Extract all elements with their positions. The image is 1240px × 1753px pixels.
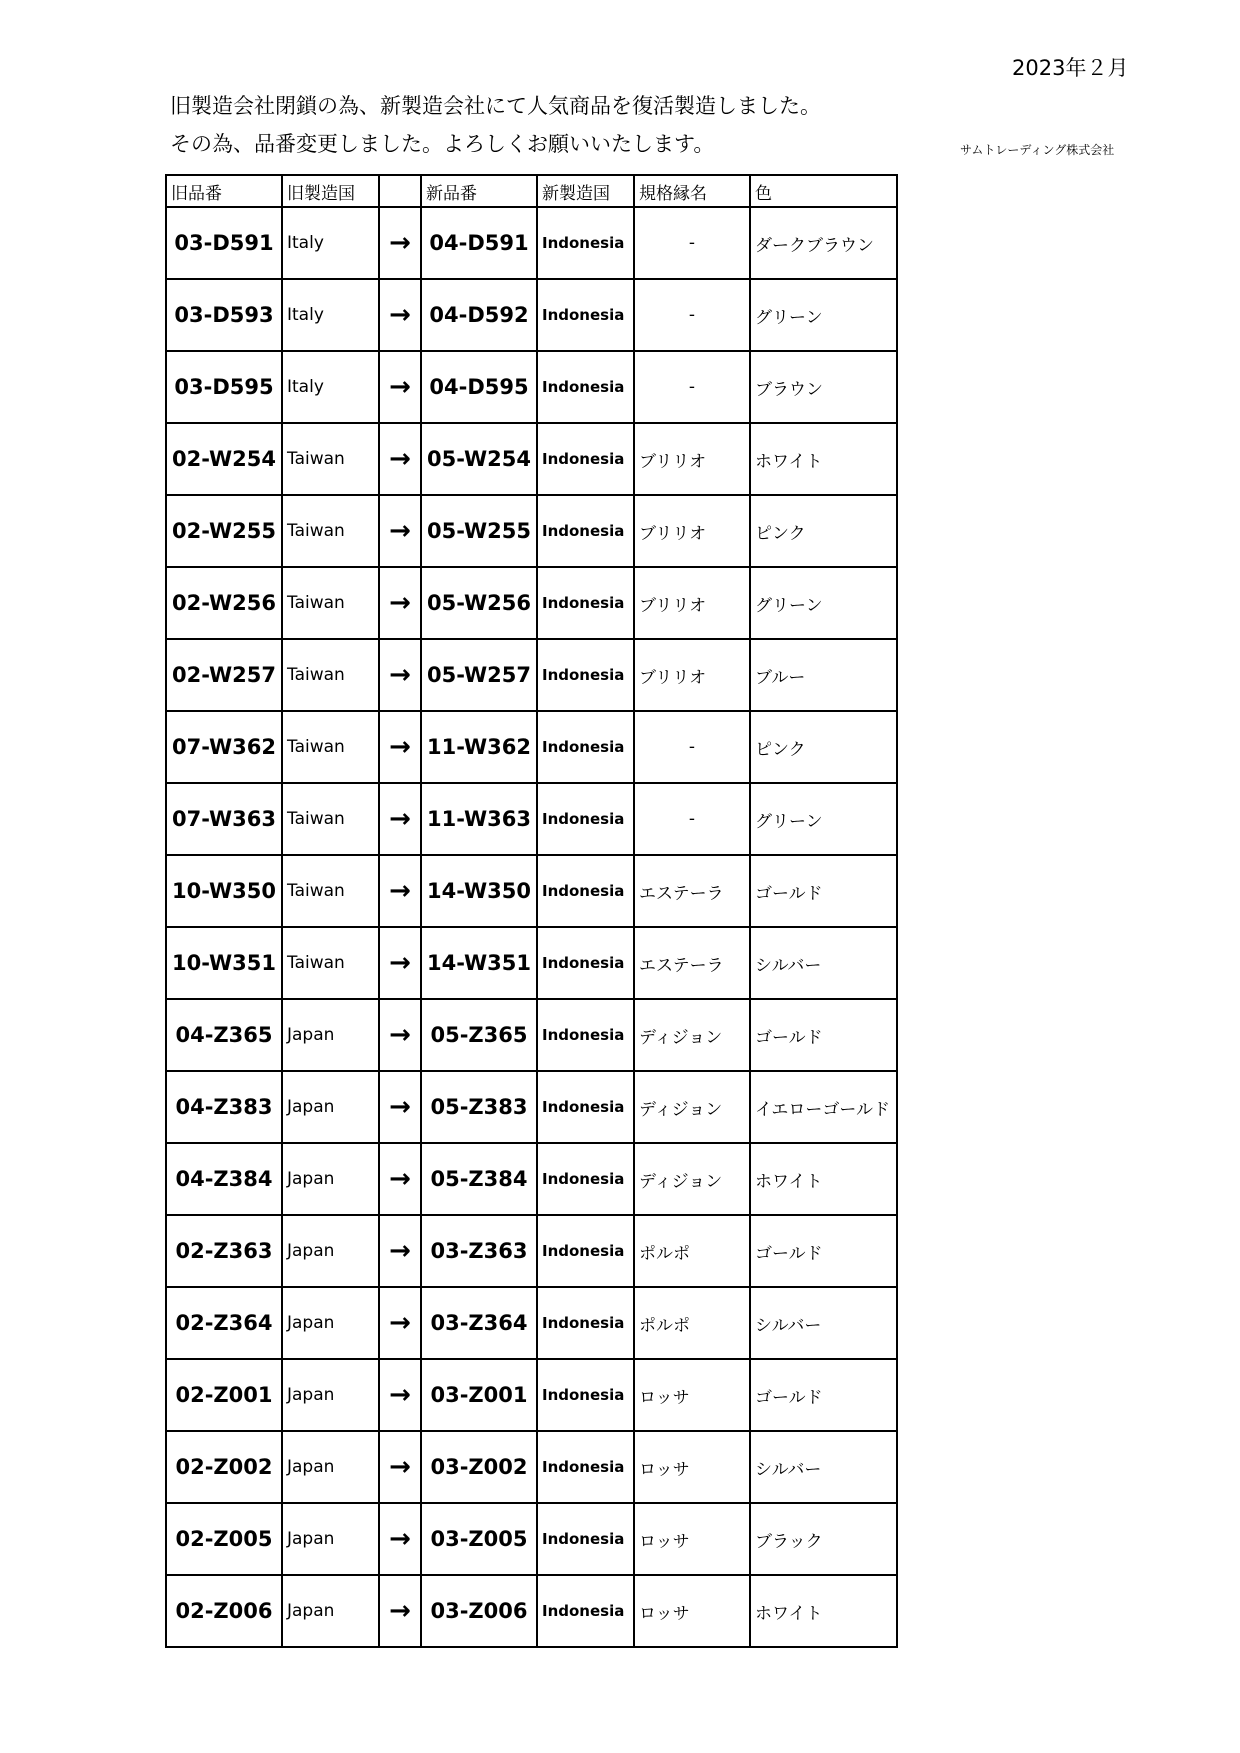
arrow-cell: → [379, 855, 421, 927]
new-country-cell: Indonesia [537, 1431, 634, 1503]
spec-cell: ディジョン [634, 999, 750, 1071]
spec-cell: ブリリオ [634, 567, 750, 639]
table-row [166, 1143, 897, 1215]
new-code-cell: 03-Z005 [421, 1503, 537, 1575]
old-country-cell: Japan [282, 1143, 379, 1215]
old-country-cell: Taiwan [282, 927, 379, 999]
new-country-cell: Indonesia [537, 1503, 634, 1575]
arrow-cell: → [379, 999, 421, 1071]
old-code-cell: 02-W257 [166, 639, 282, 711]
new-country-cell: Indonesia [537, 927, 634, 999]
new-country-cell: Indonesia [537, 1575, 634, 1647]
color-cell: ゴールド [750, 999, 897, 1071]
new-code-cell: 03-Z363 [421, 1215, 537, 1287]
arrow-cell: → [379, 783, 421, 855]
new-country-cell: Indonesia [537, 351, 634, 423]
old-code-cell: 04-Z383 [166, 1071, 282, 1143]
old-code-cell: 07-W362 [166, 711, 282, 783]
old-country-cell: Italy [282, 279, 379, 351]
table-row [166, 999, 897, 1071]
old-code-cell: 02-W256 [166, 567, 282, 639]
new-country-cell: Indonesia [537, 567, 634, 639]
new-country-cell: Indonesia [537, 495, 634, 567]
new-code-cell: 05-Z384 [421, 1143, 537, 1215]
table-row [166, 1071, 897, 1143]
old-code-cell: 03-D591 [166, 207, 282, 279]
arrow-cell: → [379, 351, 421, 423]
old-country-cell: Japan [282, 1287, 379, 1359]
new-code-cell: 11-W363 [421, 783, 537, 855]
new-code-cell: 03-Z364 [421, 1287, 537, 1359]
new-code-cell: 04-D592 [421, 279, 537, 351]
arrow-cell: → [379, 639, 421, 711]
new-country-cell: Indonesia [537, 783, 634, 855]
table-row [166, 351, 897, 423]
table-row [166, 1287, 897, 1359]
table-row [166, 1431, 897, 1503]
old-country-cell: Taiwan [282, 495, 379, 567]
arrow-cell: → [379, 1359, 421, 1431]
spec-cell: ポルポ [634, 1287, 750, 1359]
arrow-cell: → [379, 927, 421, 999]
header-new-code: 新品番 [421, 175, 537, 207]
arrow-cell: → [379, 423, 421, 495]
intro-line-1: 旧製造会社閉鎖の為、新製造会社にて人気商品を復活製造しました。 [170, 94, 821, 118]
old-code-cell: 02-Z364 [166, 1287, 282, 1359]
old-code-cell: 03-D593 [166, 279, 282, 351]
old-country-cell: Japan [282, 1215, 379, 1287]
old-code-cell: 02-Z363 [166, 1215, 282, 1287]
new-country-cell: Indonesia [537, 207, 634, 279]
color-cell: シルバー [750, 1431, 897, 1503]
header-new-country: 新製造国 [537, 175, 634, 207]
old-code-cell: 04-Z384 [166, 1143, 282, 1215]
spec-cell: ブリリオ [634, 495, 750, 567]
color-cell: ゴールド [750, 1215, 897, 1287]
table-row [166, 1575, 897, 1647]
color-cell: ゴールド [750, 855, 897, 927]
arrow-cell: → [379, 567, 421, 639]
color-cell: ダークブラウン [750, 207, 897, 279]
new-code-cell: 05-Z365 [421, 999, 537, 1071]
document-date: 2023年２月 [1012, 56, 1129, 80]
old-country-cell: Japan [282, 1071, 379, 1143]
table-row [166, 855, 897, 927]
color-cell: ブラック [750, 1503, 897, 1575]
spec-cell: エステーラ [634, 855, 750, 927]
old-country-cell: Italy [282, 351, 379, 423]
new-country-cell: Indonesia [537, 855, 634, 927]
spec-cell: - [634, 711, 750, 783]
old-code-cell: 10-W350 [166, 855, 282, 927]
table-row [166, 927, 897, 999]
color-cell: ブラウン [750, 351, 897, 423]
header-old-country: 旧製造国 [282, 175, 379, 207]
table-row [166, 207, 897, 279]
new-country-cell: Indonesia [537, 1359, 634, 1431]
spec-cell: - [634, 351, 750, 423]
new-code-cell: 03-Z002 [421, 1431, 537, 1503]
new-country-cell: Indonesia [537, 1287, 634, 1359]
arrow-cell: → [379, 1071, 421, 1143]
table-row [166, 1359, 897, 1431]
header-color: 色 [750, 175, 897, 207]
new-code-cell: 03-Z006 [421, 1575, 537, 1647]
old-country-cell: Japan [282, 1575, 379, 1647]
table-row [166, 1215, 897, 1287]
spec-cell: ディジョン [634, 1143, 750, 1215]
color-cell: シルバー [750, 927, 897, 999]
arrow-cell: → [379, 1215, 421, 1287]
arrow-cell: → [379, 1503, 421, 1575]
table-row [166, 495, 897, 567]
spec-cell: ロッサ [634, 1575, 750, 1647]
spec-cell: - [634, 279, 750, 351]
old-country-cell: Japan [282, 1359, 379, 1431]
arrow-cell: → [379, 279, 421, 351]
old-code-cell: 10-W351 [166, 927, 282, 999]
old-code-cell: 07-W363 [166, 783, 282, 855]
old-code-cell: 02-Z005 [166, 1503, 282, 1575]
spec-cell: ディジョン [634, 1071, 750, 1143]
header-spec: 規格縁名 [634, 175, 750, 207]
color-cell: イエローゴールド [750, 1071, 897, 1143]
table-row [166, 783, 897, 855]
table-row [166, 711, 897, 783]
spec-cell: ロッサ [634, 1431, 750, 1503]
old-country-cell: Taiwan [282, 567, 379, 639]
arrow-cell: → [379, 1575, 421, 1647]
company-name: サムトレーディング株式会社 [960, 143, 1115, 157]
arrow-cell: → [379, 207, 421, 279]
spec-cell: エステーラ [634, 927, 750, 999]
arrow-cell: → [379, 1143, 421, 1215]
old-country-cell: Taiwan [282, 855, 379, 927]
old-code-cell: 02-W255 [166, 495, 282, 567]
new-code-cell: 04-D595 [421, 351, 537, 423]
color-cell: グリーン [750, 567, 897, 639]
old-country-cell: Taiwan [282, 783, 379, 855]
old-code-cell: 02-W254 [166, 423, 282, 495]
old-code-cell: 02-Z002 [166, 1431, 282, 1503]
table-row [166, 1503, 897, 1575]
color-cell: ピンク [750, 495, 897, 567]
spec-cell: - [634, 207, 750, 279]
spec-cell: ブリリオ [634, 639, 750, 711]
new-country-cell: Indonesia [537, 1071, 634, 1143]
table-row [166, 423, 897, 495]
new-code-cell: 05-W254 [421, 423, 537, 495]
color-cell: ブルー [750, 639, 897, 711]
table-body [166, 207, 897, 1647]
old-country-cell: Japan [282, 1431, 379, 1503]
intro-line-2: その為、品番変更しました。よろしくお願いいたします。 [170, 132, 715, 156]
old-code-cell: 03-D595 [166, 351, 282, 423]
old-country-cell: Taiwan [282, 639, 379, 711]
new-code-cell: 05-W255 [421, 495, 537, 567]
old-code-cell: 02-Z006 [166, 1575, 282, 1647]
arrow-cell: → [379, 711, 421, 783]
old-country-cell: Japan [282, 999, 379, 1071]
table-header-row [166, 175, 897, 207]
new-country-cell: Indonesia [537, 639, 634, 711]
color-cell: ホワイト [750, 1575, 897, 1647]
color-cell: ゴールド [750, 1359, 897, 1431]
new-country-cell: Indonesia [537, 279, 634, 351]
arrow-cell: → [379, 1431, 421, 1503]
color-cell: グリーン [750, 783, 897, 855]
color-cell: ピンク [750, 711, 897, 783]
product-code-table [165, 174, 898, 1648]
new-code-cell: 03-Z001 [421, 1359, 537, 1431]
table-row [166, 567, 897, 639]
spec-cell: ポルポ [634, 1215, 750, 1287]
new-code-cell: 04-D591 [421, 207, 537, 279]
new-code-cell: 05-W257 [421, 639, 537, 711]
color-cell: ホワイト [750, 1143, 897, 1215]
header-arrow [379, 175, 421, 207]
spec-cell: ブリリオ [634, 423, 750, 495]
old-country-cell: Taiwan [282, 423, 379, 495]
old-country-cell: Japan [282, 1503, 379, 1575]
new-country-cell: Indonesia [537, 423, 634, 495]
new-code-cell: 14-W350 [421, 855, 537, 927]
color-cell: シルバー [750, 1287, 897, 1359]
new-code-cell: 11-W362 [421, 711, 537, 783]
new-country-cell: Indonesia [537, 1215, 634, 1287]
arrow-cell: → [379, 495, 421, 567]
spec-cell: - [634, 783, 750, 855]
old-country-cell: Taiwan [282, 711, 379, 783]
new-code-cell: 05-W256 [421, 567, 537, 639]
color-cell: ホワイト [750, 423, 897, 495]
new-country-cell: Indonesia [537, 999, 634, 1071]
new-country-cell: Indonesia [537, 1143, 634, 1215]
new-code-cell: 05-Z383 [421, 1071, 537, 1143]
old-country-cell: Italy [282, 207, 379, 279]
arrow-cell: → [379, 1287, 421, 1359]
color-cell: グリーン [750, 279, 897, 351]
header-old-code: 旧品番 [166, 175, 282, 207]
old-code-cell: 02-Z001 [166, 1359, 282, 1431]
table-row [166, 279, 897, 351]
spec-cell: ロッサ [634, 1503, 750, 1575]
new-country-cell: Indonesia [537, 711, 634, 783]
table-row [166, 639, 897, 711]
old-code-cell: 04-Z365 [166, 999, 282, 1071]
spec-cell: ロッサ [634, 1359, 750, 1431]
new-code-cell: 14-W351 [421, 927, 537, 999]
